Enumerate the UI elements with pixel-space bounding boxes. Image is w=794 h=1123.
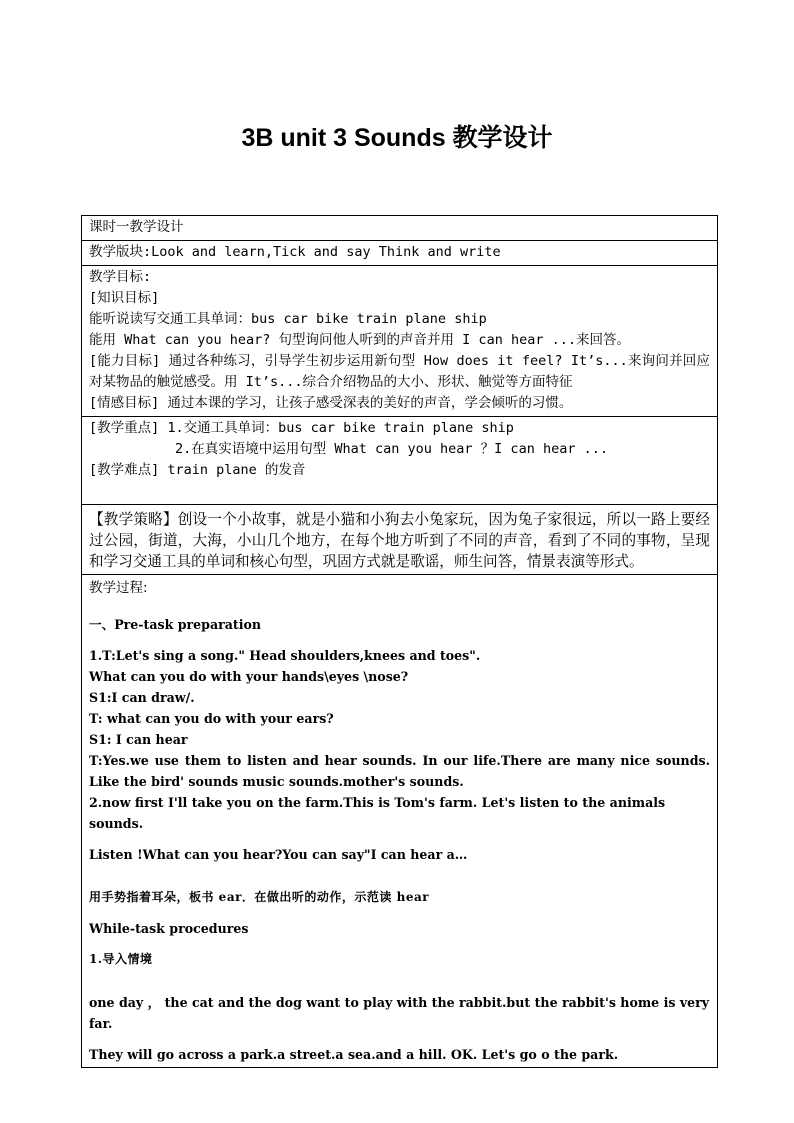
strategy-text: 【教学策略】创设一个小故事，就是小猫和小狗去小兔家玩，因为兔子家很远，所以一路上要经过公园，街道，大海，小山几个地方，在每个地方听到了不同的声音，看到了不同的事物，呈现和学习交通工具的单词和核心句型，巩固方式就是歌谣，师生问答，情景表演等形式。 — [89, 511, 710, 570]
process-paragraph: T:Yes.we use them to listen and hear sounds. In our life.There are many nice sounds. Like the bird' sounds music sounds.mother's sounds. — [89, 753, 710, 789]
row-key-points — [82, 417, 718, 505]
process-line-5: S1: I can hear — [89, 732, 188, 747]
story-line-1: one day ， the cat and the dog want to play with the rabbit.but the rabbit's home is very far. — [89, 995, 710, 1031]
section-while-task: While-task procedures — [89, 921, 249, 936]
process-line-1: 1.T:Let's sing a song." Head shoulders,knees and toes". — [89, 648, 481, 663]
strategy-cell — [82, 505, 718, 575]
story-line-2: They will go across a park.a street.a sea.and a hill. OK. Let's go o the park. — [89, 1047, 619, 1062]
process-cell — [82, 575, 718, 1068]
row-strategy — [82, 505, 718, 575]
lesson-plan-table — [81, 215, 718, 1068]
period-cell — [82, 216, 718, 241]
process-step-1: 1.导入情境 — [89, 952, 153, 966]
period-text: 课时一教学设计 — [89, 219, 184, 235]
document-title: 3B unit 3 Sounds 教学设计 — [241, 124, 553, 152]
process-listen: Listen !What can you hear?You can say"I can hear a… — [89, 847, 468, 862]
row-period — [82, 216, 718, 241]
objectives-cell — [82, 266, 718, 417]
emotion-objective: [情感目标] 通过本课的学习，让孩子感受深表的美好的声音，学会倾听的习惯。 — [89, 395, 573, 411]
knowledge-line-2: 能用 What can you hear? 句型询问他人听到的声音并用 I can hear ...来回答。 — [89, 332, 630, 348]
knowledge-tag: [知识目标] — [89, 290, 160, 306]
process-heading: 教学过程: — [89, 580, 148, 596]
objectives-heading: 教学目标: — [89, 269, 152, 285]
difficulty: [教学难点] train plane 的发音 — [89, 462, 306, 478]
key-point-2: 2.在真实语境中运用句型 What can you hear ？I can hear ... — [175, 441, 608, 457]
module-text: 教学版块:Look and learn,Tick and say Think and write — [89, 244, 501, 260]
row-objectives — [82, 266, 718, 417]
key-points-cell — [82, 417, 718, 505]
key-point-1: [教学重点] 1.交通工具单词：bus car bike train plane ship — [89, 420, 514, 436]
ability-objective: [能力目标] 通过各种练习，引导学生初步运用新句型 How does it feel? It’s...来询问并回应对某物品的触觉感受。用 It’s...综合介绍物品的大小、形状、触觉等方面特征 — [89, 353, 710, 390]
knowledge-line-1: 能听说读写交通工具单词：bus car bike train plane ship — [89, 311, 487, 327]
process-line-2: What can you do with your hands\eyes \nose? — [89, 669, 409, 684]
process-gesture: 用手势指着耳朵，板书 ear．在做出听的动作，示范读 hear — [89, 890, 430, 904]
blank-line — [89, 481, 710, 502]
process-farm: 2.now first I'll take you on the farm.This is Tom's farm. Let's listen to the animals sounds. — [89, 795, 666, 831]
process-line-3: S1:I can draw/. — [89, 690, 195, 705]
row-process — [82, 575, 718, 1068]
module-cell — [82, 241, 718, 266]
process-line-4: T: what can you do with your ears? — [89, 711, 334, 726]
section-pre-task: 一、Pre-task preparation — [89, 617, 262, 632]
row-module — [82, 241, 718, 266]
